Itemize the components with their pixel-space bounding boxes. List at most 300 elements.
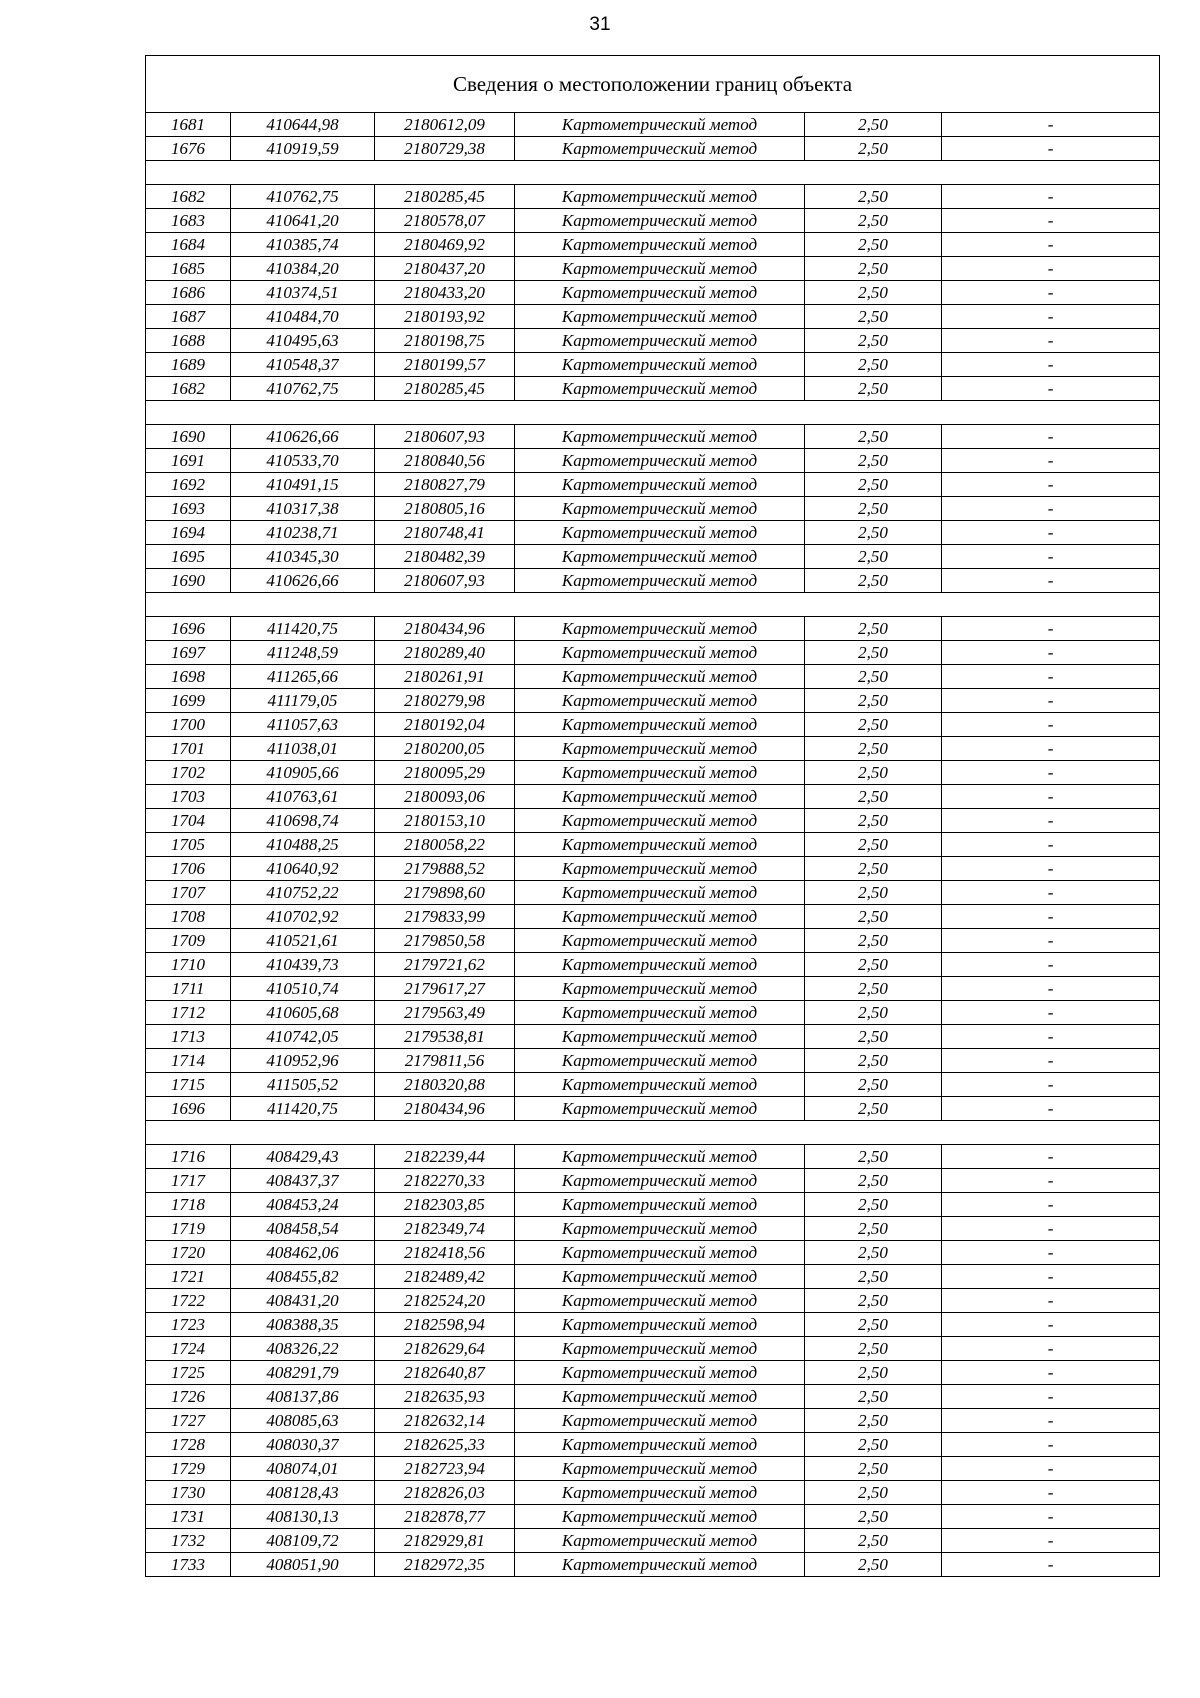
point-number-cell: 1724 [146,1337,231,1361]
x-coordinate-cell: 411248,59 [231,641,375,665]
table-row [146,641,1160,665]
y-coordinate-cell: 2182640,87 [375,1361,515,1385]
point-number-cell: 1713 [146,1025,231,1049]
point-number-cell: 1733 [146,1553,231,1577]
accuracy-cell: 2,50 [805,713,942,737]
x-coordinate-cell: 408429,43 [231,1145,375,1169]
y-coordinate-cell: 2182629,64 [375,1337,515,1361]
y-coordinate-cell: 2179721,62 [375,953,515,977]
y-coordinate-cell: 2180433,20 [375,281,515,305]
method-cell: Картометрический метод [515,977,805,1001]
table-row [146,785,1160,809]
x-coordinate-cell: 410626,66 [231,425,375,449]
accuracy-cell: 2,50 [805,1385,942,1409]
table-body [146,56,1160,1577]
table-row [146,929,1160,953]
x-coordinate-cell: 410762,75 [231,185,375,209]
x-coordinate-cell: 410317,38 [231,497,375,521]
point-number-cell: 1698 [146,665,231,689]
y-coordinate-cell: 2180200,05 [375,737,515,761]
description-cell: - [942,1049,1160,1073]
description-cell: - [942,1361,1160,1385]
y-coordinate-cell: 2180827,79 [375,473,515,497]
x-coordinate-cell: 410763,61 [231,785,375,809]
group-separator-row [146,1121,1160,1145]
point-number-cell: 1690 [146,569,231,593]
description-cell: - [942,1289,1160,1313]
x-coordinate-cell: 408085,63 [231,1409,375,1433]
table-title: Сведения о местоположении границ объекта [146,56,1160,113]
table-row [146,473,1160,497]
boundary-coordinates-table [145,55,1160,1577]
description-cell: - [942,1265,1160,1289]
y-coordinate-cell: 2180193,92 [375,305,515,329]
accuracy-cell: 2,50 [805,1457,942,1481]
table-row [146,737,1160,761]
y-coordinate-cell: 2180198,75 [375,329,515,353]
table-row [146,905,1160,929]
point-number-cell: 1689 [146,353,231,377]
table-row [146,1337,1160,1361]
table-row [146,521,1160,545]
point-number-cell: 1701 [146,737,231,761]
y-coordinate-cell: 2182598,94 [375,1313,515,1337]
method-cell: Картометрический метод [515,233,805,257]
method-cell: Картометрический метод [515,1025,805,1049]
accuracy-cell: 2,50 [805,737,942,761]
y-coordinate-cell: 2180578,07 [375,209,515,233]
group-separator-cell [146,593,1160,617]
table-row [146,1481,1160,1505]
accuracy-cell: 2,50 [805,1553,942,1577]
point-number-cell: 1705 [146,833,231,857]
point-number-cell: 1718 [146,1193,231,1217]
table-row [146,689,1160,713]
table-row [146,185,1160,209]
y-coordinate-cell: 2179811,56 [375,1049,515,1073]
method-cell: Картометрический метод [515,1097,805,1121]
method-cell: Картометрический метод [515,1409,805,1433]
point-number-cell: 1716 [146,1145,231,1169]
table-row [146,1145,1160,1169]
method-cell: Картометрический метод [515,1073,805,1097]
description-cell: - [942,881,1160,905]
point-number-cell: 1711 [146,977,231,1001]
accuracy-cell: 2,50 [805,1505,942,1529]
table-row [146,953,1160,977]
accuracy-cell: 2,50 [805,233,942,257]
method-cell: Картометрический метод [515,473,805,497]
y-coordinate-cell: 2182418,56 [375,1241,515,1265]
accuracy-cell: 2,50 [805,929,942,953]
accuracy-cell: 2,50 [805,857,942,881]
group-separator-row [146,593,1160,617]
x-coordinate-cell: 410510,74 [231,977,375,1001]
description-cell: - [942,833,1160,857]
y-coordinate-cell: 2180607,93 [375,425,515,449]
y-coordinate-cell: 2179538,81 [375,1025,515,1049]
description-cell: - [942,497,1160,521]
x-coordinate-cell: 410521,61 [231,929,375,953]
accuracy-cell: 2,50 [805,1337,942,1361]
x-coordinate-cell: 408137,86 [231,1385,375,1409]
accuracy-cell: 2,50 [805,881,942,905]
x-coordinate-cell: 410641,20 [231,209,375,233]
table-row [146,1505,1160,1529]
method-cell: Картометрический метод [515,617,805,641]
method-cell: Картометрический метод [515,521,805,545]
point-number-cell: 1676 [146,137,231,161]
accuracy-cell: 2,50 [805,137,942,161]
point-number-cell: 1729 [146,1457,231,1481]
accuracy-cell: 2,50 [805,353,942,377]
method-cell: Картометрический метод [515,1193,805,1217]
x-coordinate-cell: 410374,51 [231,281,375,305]
method-cell: Картометрический метод [515,137,805,161]
method-cell: Картометрический метод [515,641,805,665]
y-coordinate-cell: 2179888,52 [375,857,515,881]
point-number-cell: 1720 [146,1241,231,1265]
accuracy-cell: 2,50 [805,1001,942,1025]
point-number-cell: 1710 [146,953,231,977]
point-number-cell: 1700 [146,713,231,737]
description-cell: - [942,1145,1160,1169]
point-number-cell: 1730 [146,1481,231,1505]
accuracy-cell: 2,50 [805,833,942,857]
point-number-cell: 1682 [146,185,231,209]
x-coordinate-cell: 410548,37 [231,353,375,377]
x-coordinate-cell: 408291,79 [231,1361,375,1385]
x-coordinate-cell: 408455,82 [231,1265,375,1289]
method-cell: Картометрический метод [515,929,805,953]
accuracy-cell: 2,50 [805,1073,942,1097]
accuracy-cell: 2,50 [805,497,942,521]
x-coordinate-cell: 410484,70 [231,305,375,329]
y-coordinate-cell: 2182489,42 [375,1265,515,1289]
y-coordinate-cell: 2180261,91 [375,665,515,689]
method-cell: Картометрический метод [515,1265,805,1289]
accuracy-cell: 2,50 [805,113,942,137]
accuracy-cell: 2,50 [805,1289,942,1313]
y-coordinate-cell: 2182524,20 [375,1289,515,1313]
description-cell: - [942,1553,1160,1577]
description-cell: - [942,545,1160,569]
y-coordinate-cell: 2182239,44 [375,1145,515,1169]
method-cell: Картометрический метод [515,281,805,305]
description-cell: - [942,1241,1160,1265]
y-coordinate-cell: 2180805,16 [375,497,515,521]
description-cell: - [942,665,1160,689]
y-coordinate-cell: 2180093,06 [375,785,515,809]
method-cell: Картометрический метод [515,425,805,449]
description-cell: - [942,1073,1160,1097]
point-number-cell: 1714 [146,1049,231,1073]
method-cell: Картометрический метод [515,857,805,881]
accuracy-cell: 2,50 [805,425,942,449]
table-row [146,425,1160,449]
y-coordinate-cell: 2182878,77 [375,1505,515,1529]
method-cell: Картометрический метод [515,185,805,209]
x-coordinate-cell: 408437,37 [231,1169,375,1193]
table-row [146,353,1160,377]
accuracy-cell: 2,50 [805,329,942,353]
description-cell: - [942,113,1160,137]
method-cell: Картометрический метод [515,1001,805,1025]
x-coordinate-cell: 411265,66 [231,665,375,689]
group-separator-cell [146,1121,1160,1145]
point-number-cell: 1691 [146,449,231,473]
x-coordinate-cell: 410605,68 [231,1001,375,1025]
group-separator-cell [146,161,1160,185]
y-coordinate-cell: 2180199,57 [375,353,515,377]
x-coordinate-cell: 410905,66 [231,761,375,785]
x-coordinate-cell: 410698,74 [231,809,375,833]
page-number: 31 [589,14,611,35]
y-coordinate-cell: 2180607,93 [375,569,515,593]
y-coordinate-cell: 2182625,33 [375,1433,515,1457]
y-coordinate-cell: 2180469,92 [375,233,515,257]
method-cell: Картометрический метод [515,1529,805,1553]
x-coordinate-cell: 411038,01 [231,737,375,761]
accuracy-cell: 2,50 [805,689,942,713]
accuracy-cell: 2,50 [805,953,942,977]
method-cell: Картометрический метод [515,1289,805,1313]
group-separator-row [146,161,1160,185]
accuracy-cell: 2,50 [805,209,942,233]
description-cell: - [942,977,1160,1001]
table-row [146,449,1160,473]
description-cell: - [942,353,1160,377]
table-row [146,881,1160,905]
table-row [146,1193,1160,1217]
accuracy-cell: 2,50 [805,905,942,929]
accuracy-cell: 2,50 [805,257,942,281]
table-row [146,809,1160,833]
description-cell: - [942,233,1160,257]
point-number-cell: 1709 [146,929,231,953]
table-row [146,1073,1160,1097]
description-cell: - [942,569,1160,593]
accuracy-cell: 2,50 [805,185,942,209]
description-cell: - [942,1193,1160,1217]
point-number-cell: 1688 [146,329,231,353]
x-coordinate-cell: 410919,59 [231,137,375,161]
y-coordinate-cell: 2180434,96 [375,617,515,641]
accuracy-cell: 2,50 [805,1409,942,1433]
description-cell: - [942,761,1160,785]
accuracy-cell: 2,50 [805,1217,942,1241]
description-cell: - [942,617,1160,641]
accuracy-cell: 2,50 [805,569,942,593]
table-row [146,977,1160,1001]
x-coordinate-cell: 408431,20 [231,1289,375,1313]
x-coordinate-cell: 411420,75 [231,1097,375,1121]
description-cell: - [942,929,1160,953]
point-number-cell: 1685 [146,257,231,281]
description-cell: - [942,641,1160,665]
x-coordinate-cell: 408130,13 [231,1505,375,1529]
description-cell: - [942,1433,1160,1457]
point-number-cell: 1732 [146,1529,231,1553]
description-cell: - [942,281,1160,305]
point-number-cell: 1719 [146,1217,231,1241]
table-row [146,1025,1160,1049]
table-row [146,329,1160,353]
point-number-cell: 1681 [146,113,231,137]
method-cell: Картометрический метод [515,905,805,929]
y-coordinate-cell: 2180434,96 [375,1097,515,1121]
description-cell: - [942,905,1160,929]
description-cell: - [942,329,1160,353]
y-coordinate-cell: 2182929,81 [375,1529,515,1553]
point-number-cell: 1682 [146,377,231,401]
x-coordinate-cell: 410952,96 [231,1049,375,1073]
x-coordinate-cell: 410345,30 [231,545,375,569]
accuracy-cell: 2,50 [805,1049,942,1073]
method-cell: Картометрический метод [515,761,805,785]
y-coordinate-cell: 2182972,35 [375,1553,515,1577]
accuracy-cell: 2,50 [805,521,942,545]
method-cell: Картометрический метод [515,377,805,401]
accuracy-cell: 2,50 [805,761,942,785]
description-cell: - [942,1337,1160,1361]
accuracy-cell: 2,50 [805,1361,942,1385]
method-cell: Картометрический метод [515,449,805,473]
method-cell: Картометрический метод [515,569,805,593]
group-separator-row [146,401,1160,425]
accuracy-cell: 2,50 [805,1433,942,1457]
description-cell: - [942,1313,1160,1337]
description-cell: - [942,785,1160,809]
description-cell: - [942,377,1160,401]
point-number-cell: 1706 [146,857,231,881]
method-cell: Картометрический метод [515,305,805,329]
table-row [146,1361,1160,1385]
table-row [146,1049,1160,1073]
y-coordinate-cell: 2182632,14 [375,1409,515,1433]
y-coordinate-cell: 2182723,94 [375,1457,515,1481]
y-coordinate-cell: 2182270,33 [375,1169,515,1193]
description-cell: - [942,1505,1160,1529]
accuracy-cell: 2,50 [805,977,942,1001]
description-cell: - [942,1385,1160,1409]
method-cell: Картометрический метод [515,1505,805,1529]
description-cell: - [942,1025,1160,1049]
point-number-cell: 1703 [146,785,231,809]
description-cell: - [942,1481,1160,1505]
x-coordinate-cell: 410533,70 [231,449,375,473]
x-coordinate-cell: 410385,74 [231,233,375,257]
method-cell: Картометрический метод [515,497,805,521]
accuracy-cell: 2,50 [805,617,942,641]
description-cell: - [942,737,1160,761]
description-cell: - [942,185,1160,209]
method-cell: Картометрический метод [515,1313,805,1337]
table-row [146,1097,1160,1121]
table-row [146,1457,1160,1481]
x-coordinate-cell: 408462,06 [231,1241,375,1265]
point-number-cell: 1721 [146,1265,231,1289]
point-number-cell: 1712 [146,1001,231,1025]
description-cell: - [942,713,1160,737]
x-coordinate-cell: 410488,25 [231,833,375,857]
method-cell: Картометрический метод [515,1481,805,1505]
point-number-cell: 1728 [146,1433,231,1457]
method-cell: Картометрический метод [515,689,805,713]
table-row [146,761,1160,785]
method-cell: Картометрический метод [515,209,805,233]
table-row [146,1265,1160,1289]
accuracy-cell: 2,50 [805,641,942,665]
accuracy-cell: 2,50 [805,1241,942,1265]
table-row [146,209,1160,233]
point-number-cell: 1708 [146,905,231,929]
y-coordinate-cell: 2180285,45 [375,377,515,401]
point-number-cell: 1707 [146,881,231,905]
description-cell: - [942,1457,1160,1481]
description-cell: - [942,137,1160,161]
x-coordinate-cell: 410762,75 [231,377,375,401]
table-row [146,305,1160,329]
x-coordinate-cell: 408051,90 [231,1553,375,1577]
point-number-cell: 1725 [146,1361,231,1385]
table-row [146,833,1160,857]
method-cell: Картометрический метод [515,737,805,761]
point-number-cell: 1692 [146,473,231,497]
method-cell: Картометрический метод [515,113,805,137]
table-row [146,233,1160,257]
description-cell: - [942,1529,1160,1553]
point-number-cell: 1696 [146,1097,231,1121]
x-coordinate-cell: 408388,35 [231,1313,375,1337]
y-coordinate-cell: 2179617,27 [375,977,515,1001]
description-cell: - [942,425,1160,449]
y-coordinate-cell: 2182635,93 [375,1385,515,1409]
point-number-cell: 1717 [146,1169,231,1193]
y-coordinate-cell: 2180729,38 [375,137,515,161]
y-coordinate-cell: 2180279,98 [375,689,515,713]
accuracy-cell: 2,50 [805,473,942,497]
description-cell: - [942,1409,1160,1433]
accuracy-cell: 2,50 [805,1145,942,1169]
table-row [146,1313,1160,1337]
method-cell: Картометрический метод [515,1433,805,1457]
table-row [146,281,1160,305]
method-cell: Картометрический метод [515,1385,805,1409]
description-cell: - [942,1169,1160,1193]
point-number-cell: 1696 [146,617,231,641]
table-row [146,1529,1160,1553]
method-cell: Картометрический метод [515,1337,805,1361]
x-coordinate-cell: 410752,22 [231,881,375,905]
method-cell: Картометрический метод [515,1145,805,1169]
point-number-cell: 1722 [146,1289,231,1313]
method-cell: Картометрический метод [515,1217,805,1241]
accuracy-cell: 2,50 [805,1481,942,1505]
point-number-cell: 1715 [146,1073,231,1097]
x-coordinate-cell: 410491,15 [231,473,375,497]
description-cell: - [942,953,1160,977]
method-cell: Картометрический метод [515,881,805,905]
table-row [146,1385,1160,1409]
point-number-cell: 1687 [146,305,231,329]
point-number-cell: 1727 [146,1409,231,1433]
y-coordinate-cell: 2180285,45 [375,185,515,209]
point-number-cell: 1693 [146,497,231,521]
x-coordinate-cell: 410238,71 [231,521,375,545]
accuracy-cell: 2,50 [805,1025,942,1049]
accuracy-cell: 2,50 [805,785,942,809]
